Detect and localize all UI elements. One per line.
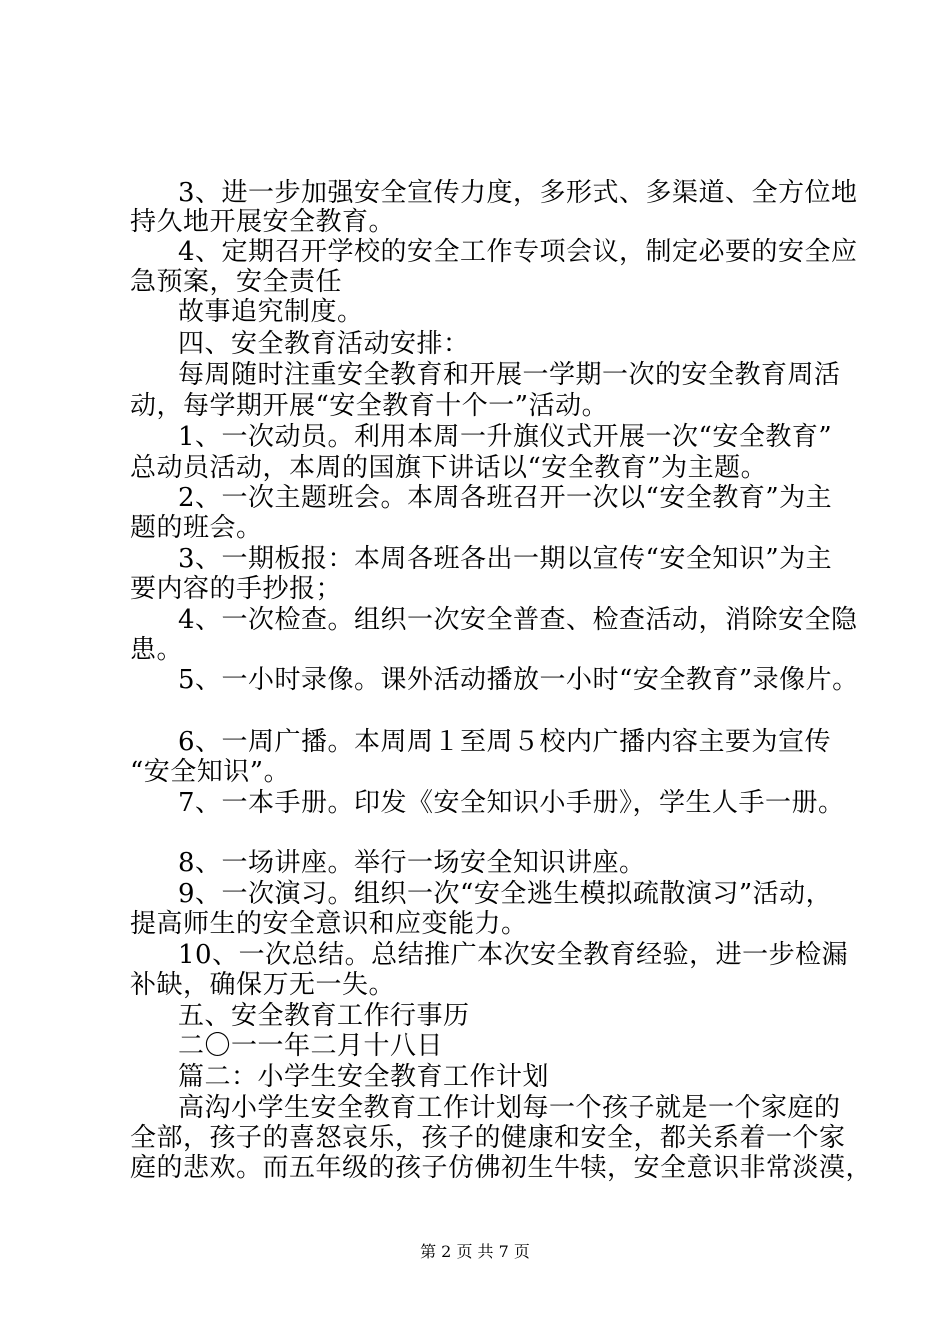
paragraph-line: 提高师生的安全意识和应变能力。: [130, 909, 528, 939]
page-number-footer: 第 2 页 共 7 页: [420, 1242, 530, 1261]
date-line: 二〇一一年二月十八日: [178, 1031, 444, 1061]
paragraph-line: 6、一周广播。本周周１至周５校内广播内容主要为宣传: [178, 727, 832, 757]
chapter-heading: 篇二：小学生安全教育工作计划: [178, 1062, 550, 1092]
paragraph-line: 2、一次主题班会。本周各班召开一次以“安全教育”为主: [178, 483, 833, 513]
paragraph-line: 4、定期召开学校的安全工作专项会议，制定必要的安全应: [178, 237, 858, 267]
paragraph-line: 动，每学期开展“安全教育十个一”活动。: [130, 391, 609, 421]
paragraph-line: 4、一次检查。组织一次安全普查、检查活动，消除安全隐: [178, 605, 858, 635]
paragraph-line: 补缺，确保万无一失。: [130, 970, 396, 1000]
section-heading: 四、安全教育活动安排：: [178, 329, 470, 359]
paragraph-line: 5、一小时录像。课外活动播放一小时“安全教育”录像片。: [178, 665, 859, 695]
paragraph-line: “安全知识”。: [130, 757, 291, 787]
paragraph-line: 10、一次总结。总结推广本次安全教育经验，进一步检漏: [178, 940, 849, 970]
paragraph-line: 7、一本手册。印发《安全知识小手册》，学生人手一册。: [178, 788, 845, 818]
paragraph-line: 持久地开展安全教育。: [130, 207, 396, 237]
paragraph-line: 故事追究制度。: [178, 297, 364, 327]
paragraph-line: 患。: [130, 635, 184, 665]
paragraph-line: 8、一场讲座。举行一场安全知识讲座。: [178, 848, 646, 878]
paragraph-line: 1、一次动员。利用本周一升旗仪式开展一次“安全教育”: [178, 422, 833, 452]
paragraph-line: 要内容的手抄报；: [130, 574, 343, 604]
paragraph-line: 3、一期板报：本周各班各出一期以宣传“安全知识”为主: [178, 544, 833, 574]
paragraph-line: 9、一次演习。组织一次“安全逃生模拟疏散演习”活动，: [178, 879, 833, 909]
paragraph-line: 急预案，安全责任: [130, 267, 343, 297]
paragraph-line: 全部，孩子的喜怒哀乐，孩子的健康和安全，都关系着一个家: [130, 1123, 846, 1153]
paragraph-line: 高沟小学生安全教育工作计划每一个孩子就是一个家庭的: [178, 1093, 841, 1123]
paragraph-line: 每周随时注重安全教育和开展一学期一次的安全教育周活: [178, 360, 841, 390]
paragraph-line: 庭的悲欢。而五年级的孩子仿佛初生牛犊，安全意识非常淡漠，: [130, 1153, 873, 1183]
paragraph-line: 题的班会。: [130, 513, 263, 543]
paragraph-line: 3、进一步加强安全宣传力度，多形式、多渠道、全方位地: [178, 178, 858, 208]
section-heading: 五、安全教育工作行事历: [178, 1001, 470, 1031]
paragraph-line: 总动员活动，本周的国旗下讲话以“安全教育”为主题。: [130, 453, 768, 483]
